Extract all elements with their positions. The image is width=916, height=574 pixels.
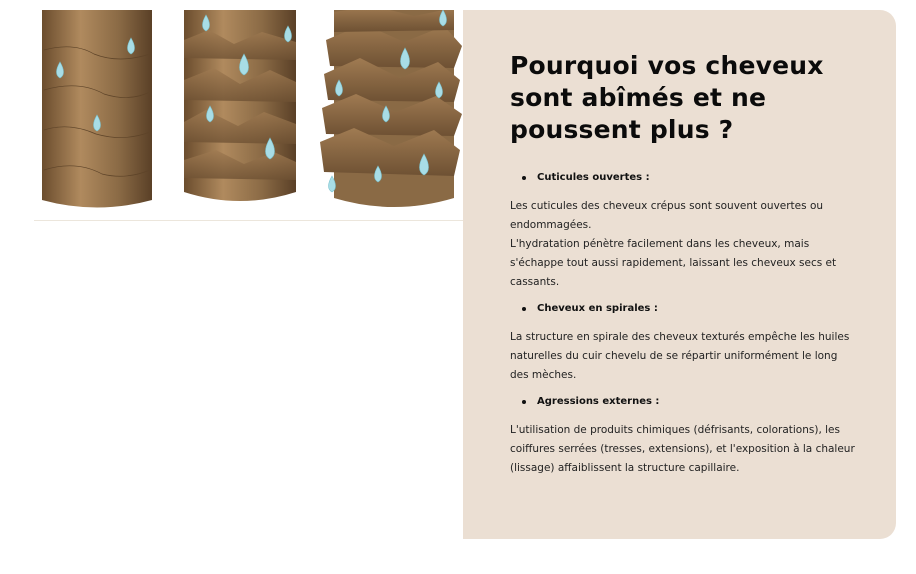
section-text-line: L'utilisation de produits chimiques (défrisants, colorations), les coiffures serrées (tresses, extensions), et l'exposition à la chaleur (lissage) affaiblissent la structure capillaire. — [510, 424, 855, 474]
healthy-hair-strand — [42, 10, 152, 208]
bullet-icon — [522, 307, 526, 311]
section-text-line: Les cuticules des cheveux crépus sont souvent ouvertes ou endommagées. — [510, 200, 824, 231]
info-panel — [463, 10, 896, 539]
section-heading-cuticules — [522, 172, 856, 183]
section-heading-label: Cuticules ouvertes : — [537, 172, 650, 183]
section-text-line: L'hydratation pénètre facilement dans les cheveux, mais s'échappe tout aussi rapidement, laissant les cheveux secs et cassants. — [510, 238, 837, 288]
hair-strands-image — [34, 10, 463, 220]
hair-cuticle-illustration — [34, 10, 463, 221]
section-heading-agressions — [522, 396, 856, 407]
section-heading-label: Cheveux en spirales : — [537, 303, 658, 314]
open-cuticle-hair-strand — [320, 10, 462, 207]
section-text — [510, 197, 856, 235]
section-text — [510, 328, 856, 385]
bullet-icon — [522, 400, 526, 404]
section-text-line: La structure en spirale des cheveux texturés empêche les huiles naturelles du cuir chevelu de se répartir uniformément le long des mèches. — [510, 331, 850, 381]
section-heading-label: Agressions externes : — [537, 396, 660, 407]
bullet-icon — [522, 176, 526, 180]
section-text — [510, 421, 856, 478]
section-heading-spirales — [522, 303, 856, 314]
section-text — [510, 235, 856, 292]
damaged-hair-strand — [184, 10, 296, 201]
page-title: Pourquoi vos cheveux sont abîmés et ne poussent plus ? — [510, 51, 824, 144]
